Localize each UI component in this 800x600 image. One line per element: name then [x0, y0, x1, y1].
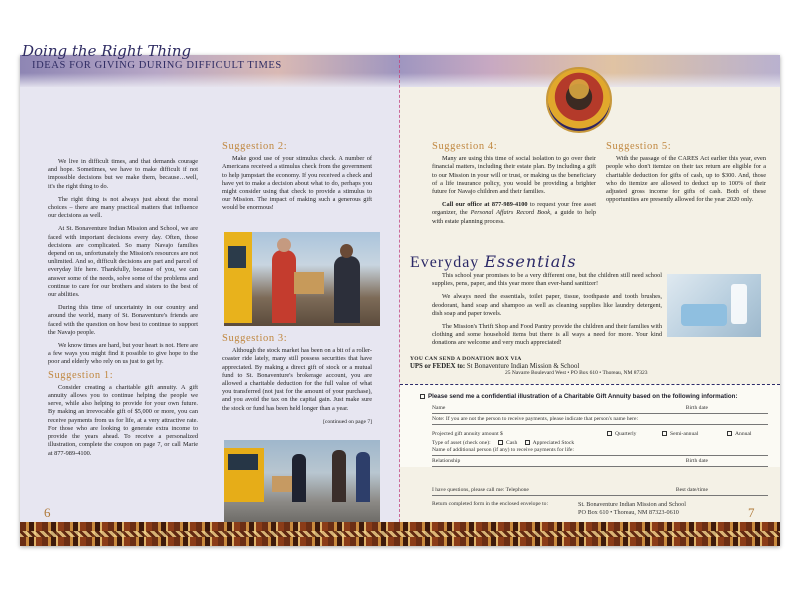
return-address-line-1: St. Bonaventure Indian Mission and School	[578, 501, 686, 508]
relationship-label: Relationship	[432, 458, 461, 464]
food-delivery-photo	[224, 232, 380, 326]
page-title: Doing the Right Thing	[22, 42, 192, 60]
best-time-label: Best date/time	[675, 487, 708, 493]
everyday-word: Everyday	[410, 254, 480, 271]
cash-label: Cash	[506, 440, 518, 446]
request-checkbox[interactable]	[420, 394, 425, 399]
call-end-text: , a guide to help with estate planning process.	[432, 209, 596, 225]
name-field[interactable]	[432, 405, 768, 414]
annual-label: Annual	[735, 431, 752, 437]
gift-annuity-coupon	[400, 384, 780, 467]
left-column-2	[222, 140, 372, 218]
semiannual-label: Semi-annual	[670, 431, 699, 437]
suggestion-4-column	[432, 140, 596, 231]
suggestion-5-heading: Suggestion 5:	[606, 141, 672, 152]
telephone-field[interactable]	[432, 487, 768, 496]
cash-checkbox[interactable]	[498, 440, 503, 445]
essentials-paragraph: The Mission's Thrift Shop and Food Pantry provide the children and their families with clothing and some household items but there is all ways a need for more. Your kind donations are welcome and very much appreciated!	[432, 323, 662, 347]
quarterly-label: Quarterly	[615, 431, 637, 437]
shipping-line	[410, 363, 648, 370]
relationship-field[interactable]	[432, 458, 768, 467]
suggestion-4-heading: Suggestion 4:	[432, 141, 498, 152]
projected-amount-label: Projected gift annuity amount $	[432, 431, 503, 437]
additional-person-label: Name of additional person (if any) to receive payments for life:	[432, 447, 574, 453]
stock-checkbox[interactable]	[525, 440, 530, 445]
suggestion-1-heading: Suggestion 1:	[48, 369, 114, 381]
everyday-essentials-body	[432, 272, 662, 353]
projected-amount-field[interactable]	[432, 431, 768, 440]
return-address-block	[432, 501, 732, 516]
essentials-paragraph: We always need the essentials, toilet paper, tissue, toothpaste and tooth brushes, deodorant, hand soap and shampoo as well as cleaning supplies like laundry detergent, dish soap and paper towels.	[432, 293, 662, 317]
donation-label: YOU CAN SEND A DONATION BOX VIA	[410, 356, 522, 362]
intro-paragraph: The right thing is not always just about the moral choices – there are many practical matters that influence our decisions as well.	[48, 195, 198, 220]
intro-paragraph: We know times are hard, but your heart is not. Here are a few ways you might find it possible to give hope to the poor and elderly who rely on us just to get by.	[48, 342, 198, 366]
suggestion-2-heading: Suggestion 2:	[222, 141, 288, 152]
donation-shipping-info	[410, 356, 648, 378]
ups-fedex-label: UPS or FEDEX to:	[410, 363, 466, 371]
essentials-paragraph: This school year promises to be a very different one, but the children still need school supplies, pens, paper, and this year more than ever-hand sanitizer!	[432, 272, 662, 288]
intro-paragraph: We live in difficult times, and that demands courage and hope. Sometimes, we have to make difficult if not impossible decisions but we make them, because…well, it's the right thing to do.	[48, 158, 198, 190]
return-address-line-2: PO Box 610 • Thoreau, NM 87323-0610	[578, 509, 679, 516]
call-office-text: Call our office at 877-989-4100	[442, 201, 528, 209]
telephone-label: I have questions, please call me: Telephone	[432, 487, 529, 493]
suggestion-1-body: Consider creating a charitable gift annuity. A gift annuity allows you to continue helping the people we serve, while also helping to provide for your own future. By making an irrevocable gift of $5,000 or more, you can receive payments from us for life, at a very attractive rate. For those who are looking to generate extra income to provide the years ahead. To receive a personalized illustration, complete the coupon on page 7, or call Marie at 877-989-4100.	[48, 383, 198, 457]
mission-name: St Bonaventure Indian Mission & School	[466, 363, 580, 371]
asset-type-label: Type of asset (check one):	[432, 440, 491, 446]
quarterly-checkbox[interactable]	[607, 431, 612, 436]
left-column-1	[48, 158, 198, 463]
page-number-left: 6	[44, 505, 51, 520]
page-number-right: 7	[748, 505, 755, 520]
return-label: Return completed form in the enclosed envelope to:	[432, 501, 549, 507]
suggestion-3-body: Although the stock market has been on a bit of a roller-coaster ride lately, many still possess securities that have appreciated. By making a direct gift of stock or a mutual fund to St. Bonaventure's brokerage account, you are allowed a charitable deduction for the full value of what you transferred (not just for the amount of your purchase), and you avoid the tax on the capital gain. Just make sure the stock or fund has been held longer than a year.	[222, 347, 372, 412]
payee-note-label: Note: If you are not the person to receive payments, please indicate that person's name here:	[432, 416, 639, 422]
left-column-2-lower	[222, 332, 372, 431]
additional-person-field[interactable]	[432, 447, 768, 456]
record-book-title: Personal Affairs Record Book	[470, 209, 551, 217]
payee-note-field[interactable]	[432, 416, 768, 425]
suggestion-2-body: Make good use of your stimulus check. A number of Americans received a stimulus check from the government to help jumpstart the economy. If you received a check and have yet to make a decision about what to do, perhaps you might consider using that check to provide a stimulus to our Mission. The impact of making such a generous gift would be enormous!	[222, 155, 372, 212]
hygiene-supplies-photo	[667, 274, 761, 337]
bus-unloading-photo	[224, 440, 380, 522]
coupon-header	[420, 393, 738, 400]
everyday-essentials-heading	[410, 252, 577, 272]
call-rest-text: to request your free asset organizer, the	[432, 201, 596, 217]
intro-paragraph: During this time of uncertainty in our country and around the world, many of St. Bonaventure's friends are faced with the question on how best to continue to support the Navajo people.	[48, 304, 198, 336]
navajo-pattern-border	[20, 522, 780, 546]
suggestion-5-column	[606, 140, 766, 209]
navajo-mother-child-medallion	[546, 67, 612, 133]
suggestion-4-call	[432, 201, 596, 226]
mission-address: 25 Navarre Boulevard West • PO Box 610 • Thoreau, NM 87323	[505, 370, 648, 377]
stock-label: Appreciated Stock	[532, 440, 575, 446]
birth-date-2-label: Birth date	[685, 458, 708, 464]
continued-note: [continued on page 7]	[323, 418, 372, 425]
page-subtitle: IDEAS FOR GIVING DURING DIFFICULT TIMES	[32, 60, 282, 71]
asset-type-row	[432, 440, 574, 446]
suggestion-5-body: With the passage of the CARES Act earlier this year, even people who don't itemize on their tax return are eligible for a charitable deduction for gifts of cash, up to $300. And, those who do itemize are allowed to deduct up to 100% of their adjusted gross income for gifts of cash. Both of these opportunities are presently allowed for the year 2020 only.	[606, 155, 766, 204]
name-label: Name	[432, 405, 446, 411]
annual-checkbox[interactable]	[727, 431, 732, 436]
semiannual-checkbox[interactable]	[662, 431, 667, 436]
suggestion-4-body: Many are using this time of social isolation to go over their financial matters, including their estate plan. By including a gift to our Mission in your will or trust, or making us the beneficiary of a life insurance policy, you would be providing a brighter future for Navajo children and their families.	[432, 155, 596, 196]
suggestion-3-heading: Suggestion 3:	[222, 333, 288, 344]
birth-date-label: Birth date	[685, 405, 708, 411]
intro-paragraph: At St. Bonaventure Indian Mission and School, we are faced with important decisions every day. Often, those decisions are complicated. So many Navajo families depend on us, unfortunately the Mission's resources are not unlimited. And so, difficult decisions are part and parcel of everyday life here. Thankfully, because of you, we can answer some of the needs, solve some of the problems and continue to care for our brothers and sisters to the best of our abilities.	[48, 225, 198, 299]
coupon-header-text: Please send me a confidential illustration of a Charitable Gift Annuity based on the following information:	[428, 393, 738, 400]
essentials-word: Essentials	[484, 252, 577, 271]
